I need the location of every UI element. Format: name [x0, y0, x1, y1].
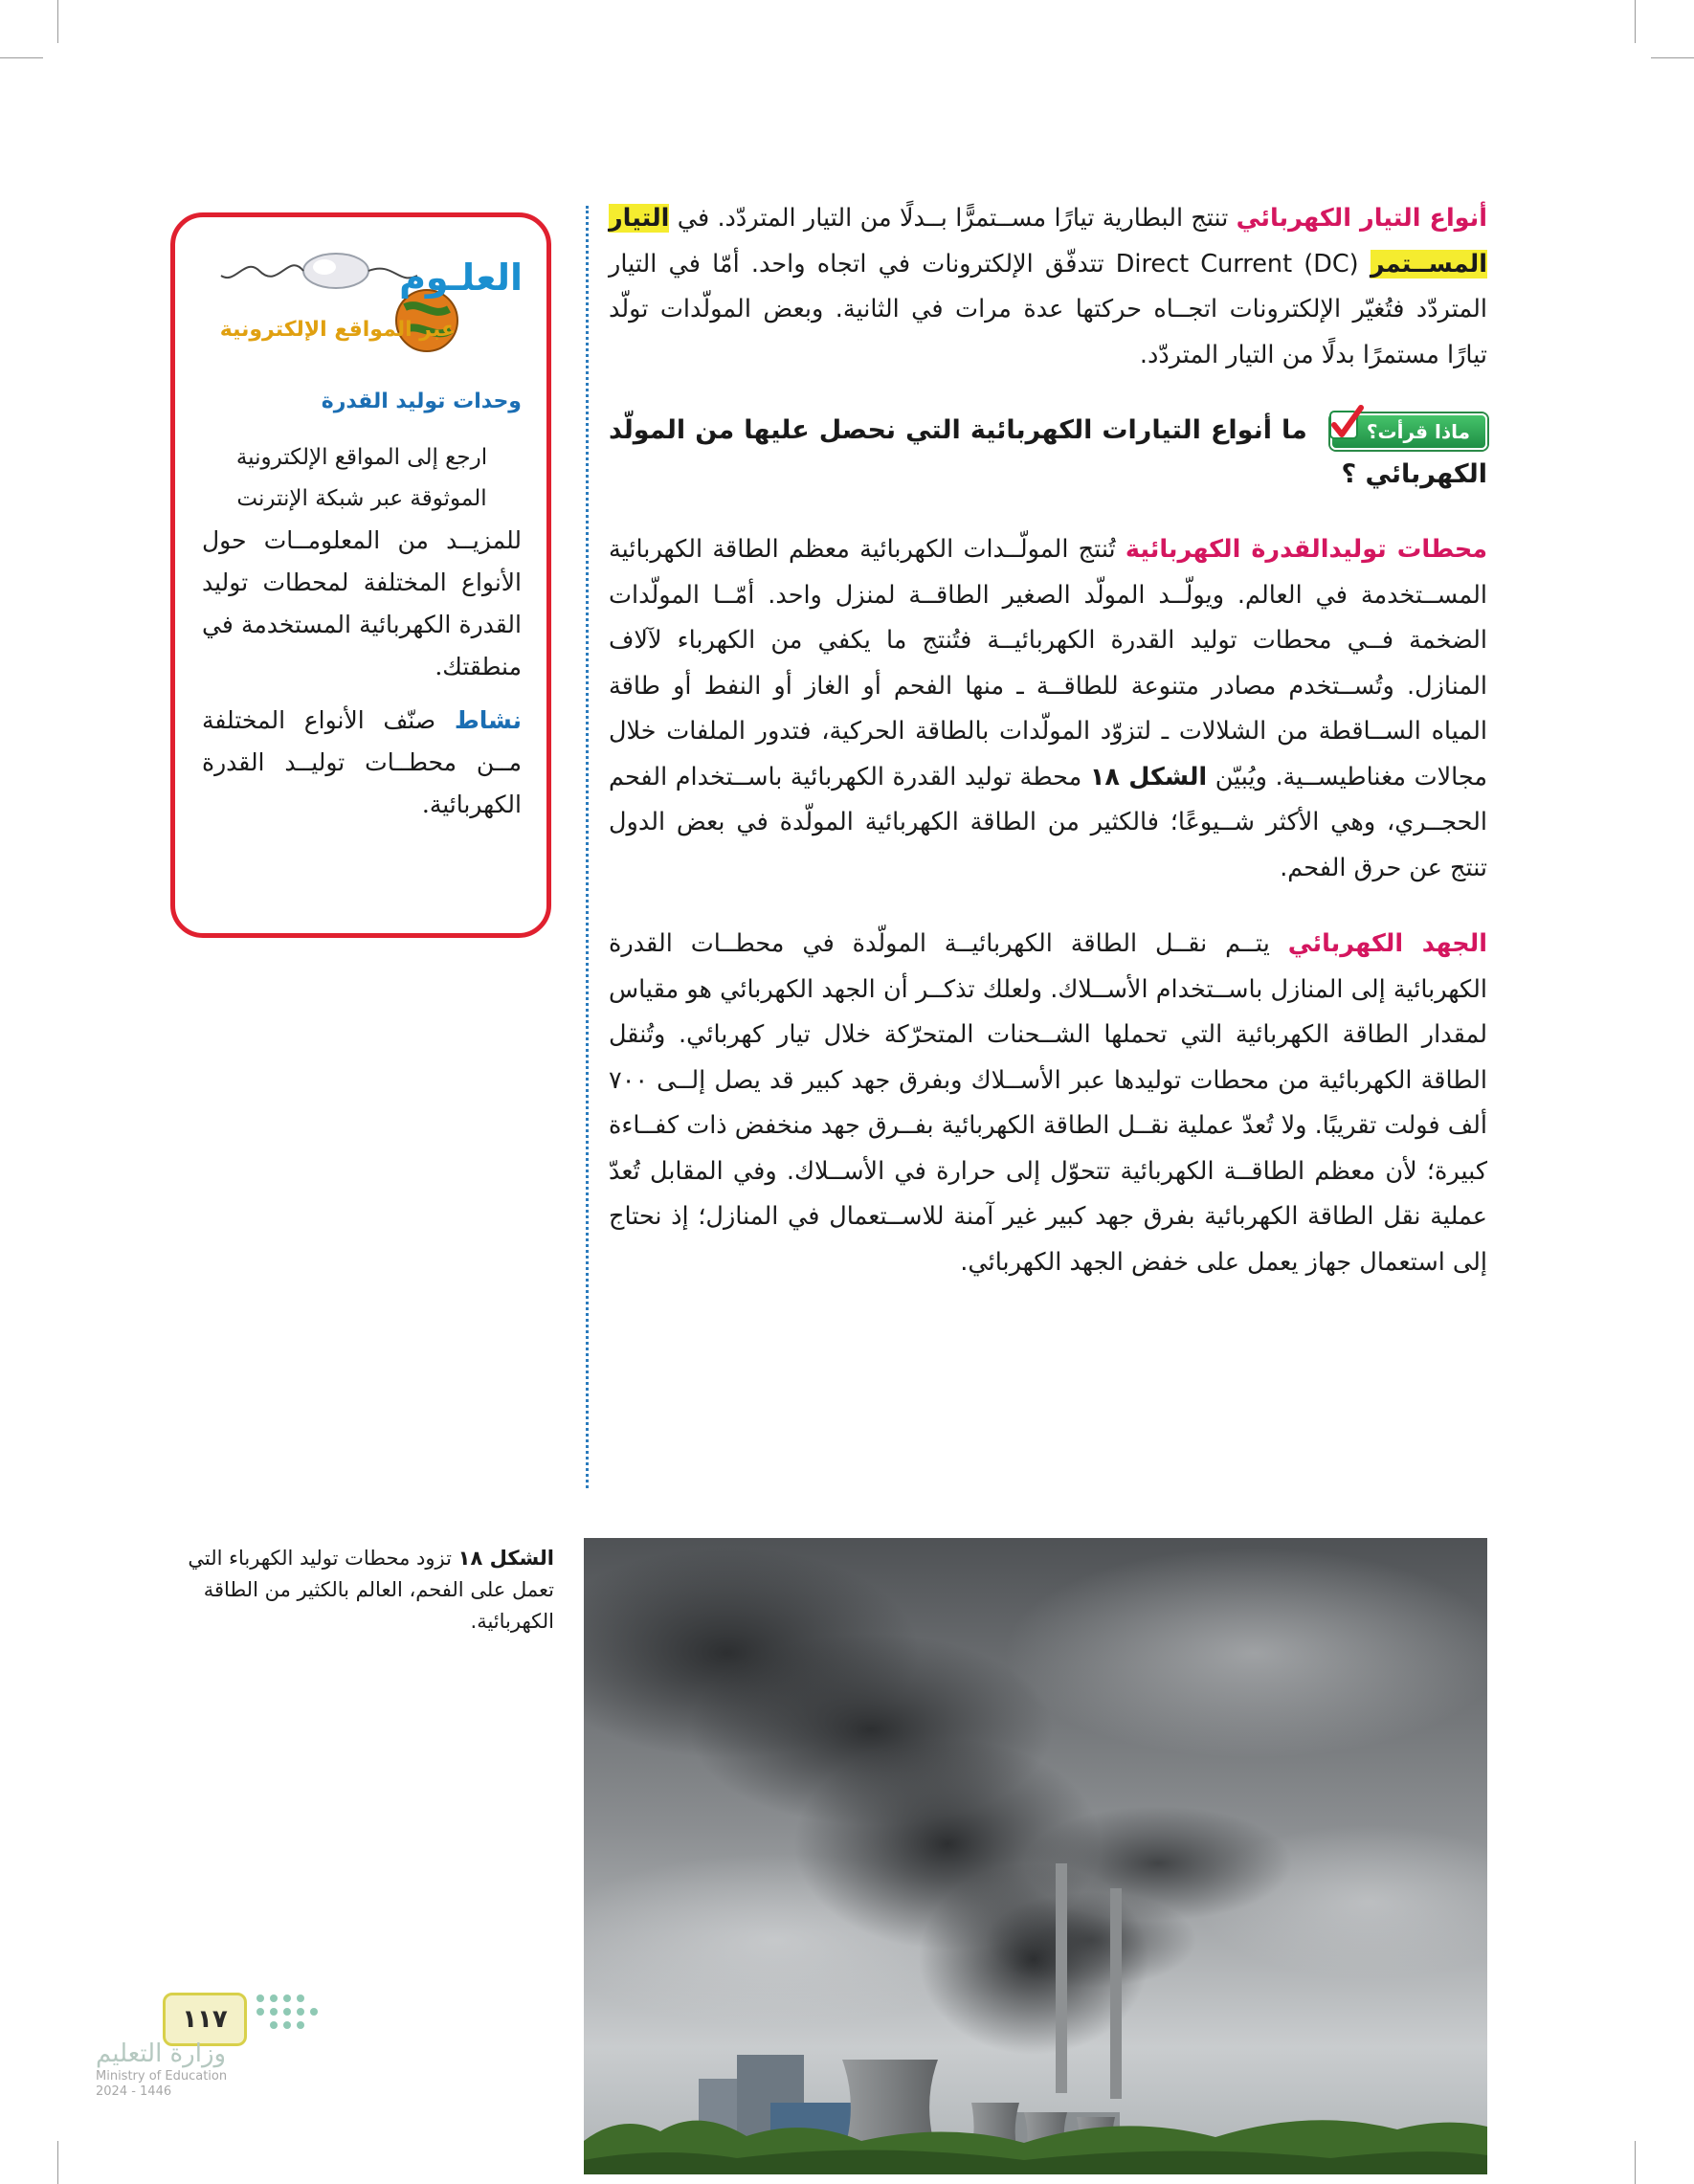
column-divider: [586, 206, 589, 1488]
power-plant-photo: [584, 1538, 1487, 2174]
activity-label: نشاط: [454, 706, 522, 734]
brand-subtitle: عبر المواقع الإلكترونية: [219, 318, 456, 342]
sidebar-activity: نشاط صنّف الأنواع المختلفة مــن محطــات توليــد القدرة الكهربائية.: [202, 706, 522, 818]
figure-reference: الشكل ١٨: [1089, 762, 1208, 791]
science-online-header: [192, 233, 529, 357]
checkmark-icon: [1326, 404, 1365, 446]
ministry-arabic: وزارة التعليم: [96, 2039, 227, 2068]
crop-mark: [57, 2141, 58, 2184]
crop-mark: [57, 0, 58, 43]
term-current-types: أنواع التيار الكهربائي: [1236, 204, 1487, 233]
paragraph-current-types: أنواع التيار الكهربائي تنتج البطارية تيارًا مســتمرًّا بــدلًا من التيار المتردّد. في التيار المســتمر (Direct Current (DC تتدفّق الإلكترونات في اتجاه واحد. أمّا في التيار المتردّد فتُغيّر الإلكترونات اتجــاه حركتها عدة مرات في الثانية. وبعض المولّدات تولّد تيارًا مستمرًا بدلًا من التيار المتردّد.: [609, 204, 1487, 369]
ministry-year: 2024 - 1446: [96, 2084, 172, 2099]
paragraph-power-plants: محطات توليدالقدرة الكهربائية تُنتج المولّــدات الكهربائية معظم الطاقة الكهربائية المســتخدمة في العالم. ويولّــد المولّد الصغير الطاقــة لمنزل واحد. أمّــا المولّدات الضخمة فــي محطات توليد القدرة الكهربائيــة فتُنتج ما يكفي من الكهرباء لآلاف المنازل. وتُســتخدم مصادر متنوعة للطاقــة ـ منها الفحم أو الغاز أو النفط أو طاقة المياه الســاقطة من الشلالات ـ لتزوّد المولّدات بالطاقة الحركية، فتدور الملفات خلال مجالات مغناطيســية. ويُبيّن الشكل ١٨ محطة توليد القدرة الكهربائية باســتخدام الفحم الحجــري، وهي الأكثر شــيوعًا؛ فالكثير من الطاقة الكهربائية المولّدة في بعض الدول تنتج عن حرق الفحم.: [609, 535, 1488, 882]
question-text: ما أنواع التيارات الكهربائية التي نحصل عليها من المولّد الكهربائي ؟: [609, 415, 1487, 489]
term-power-plants: محطات توليدالقدرة الكهربائية: [1125, 535, 1487, 564]
term-voltage: الجهد الكهربائي: [1287, 929, 1487, 958]
brand-title: العلـوم: [399, 256, 523, 299]
ministry-logo-text: [96, 2039, 258, 2100]
paragraph-voltage: الجهد الكهربائي يتــم نقــل الطاقة الكهربائيــة المولّدة في محطــات القدرة الكهربائية إلى المنازل باســتخدام الأســلاك. ولعلك تذكــر أن الجهد الكهربائي هو مقياس لمقدار الطاقة الكهربائية التي تحملها الشــحنات المتحرّكة خلال تيار كهربائي. وتُنقل الطاقة الكهربائية من محطات توليدها عبر الأســلاك وبفرق جهد كبير قد يصل إلــى ٧٠٠ ألف فولت تقريبًا. ولا تُعدّ عملية نقــل الطاقة الكهربائية بفــرق جهد منخفض ذات كفــاءة كبيرة؛ لأن معظم الطاقــة الكهربائية تتحوّل إلى حرارة في الأســلاك. وفي المقابل تُعدّ عملية نقل الطاقة الكهربائية بفرق جهد كبير غير آمنة للاســتعمال في المنازل؛ إذ نحتاج إلى استعمال جهاز يعمل على خفض الجهد الكهربائي.: [609, 929, 1487, 1277]
crop-mark: [1635, 2141, 1636, 2184]
ministry-english: Ministry of Education: [96, 2069, 228, 2084]
term-direct-current: التيار المســتمر: [609, 204, 1487, 279]
sidebar-content: [202, 388, 522, 826]
sidebar-text-1: ارجع إلى المواقع الإلكترونية الموثوقة عبر شبكة الإنترنت: [235, 445, 488, 511]
page-number: ١١٧: [163, 1993, 247, 2046]
crop-mark: [1651, 57, 1694, 58]
sidebar-science-online: [170, 212, 551, 938]
ministry-dots-logo: [251, 1989, 327, 2046]
sidebar-text-2: للمزيــد من المعلومــات حول الأنواع المختلفة لمحطات توليد القدرة الكهربائية المستخدمة في منطقتك.: [202, 526, 522, 680]
figure-caption: الشكل ١٨ تزود محطات توليد الكهرباء التي تعمل على الفحم، العالم بالكثير من الطاقة الكهربائية.: [188, 1547, 554, 1633]
reading-check-question: [609, 409, 1487, 497]
figure-label: الشكل ١٨: [457, 1547, 554, 1570]
crop-mark: [1635, 0, 1636, 43]
main-text-column: [609, 196, 1487, 1316]
crop-mark: [0, 57, 43, 58]
reading-check-badge: ماذا قرأت؟: [1330, 413, 1487, 450]
sidebar-subtitle: وحدات توليد القدرة: [321, 390, 522, 413]
